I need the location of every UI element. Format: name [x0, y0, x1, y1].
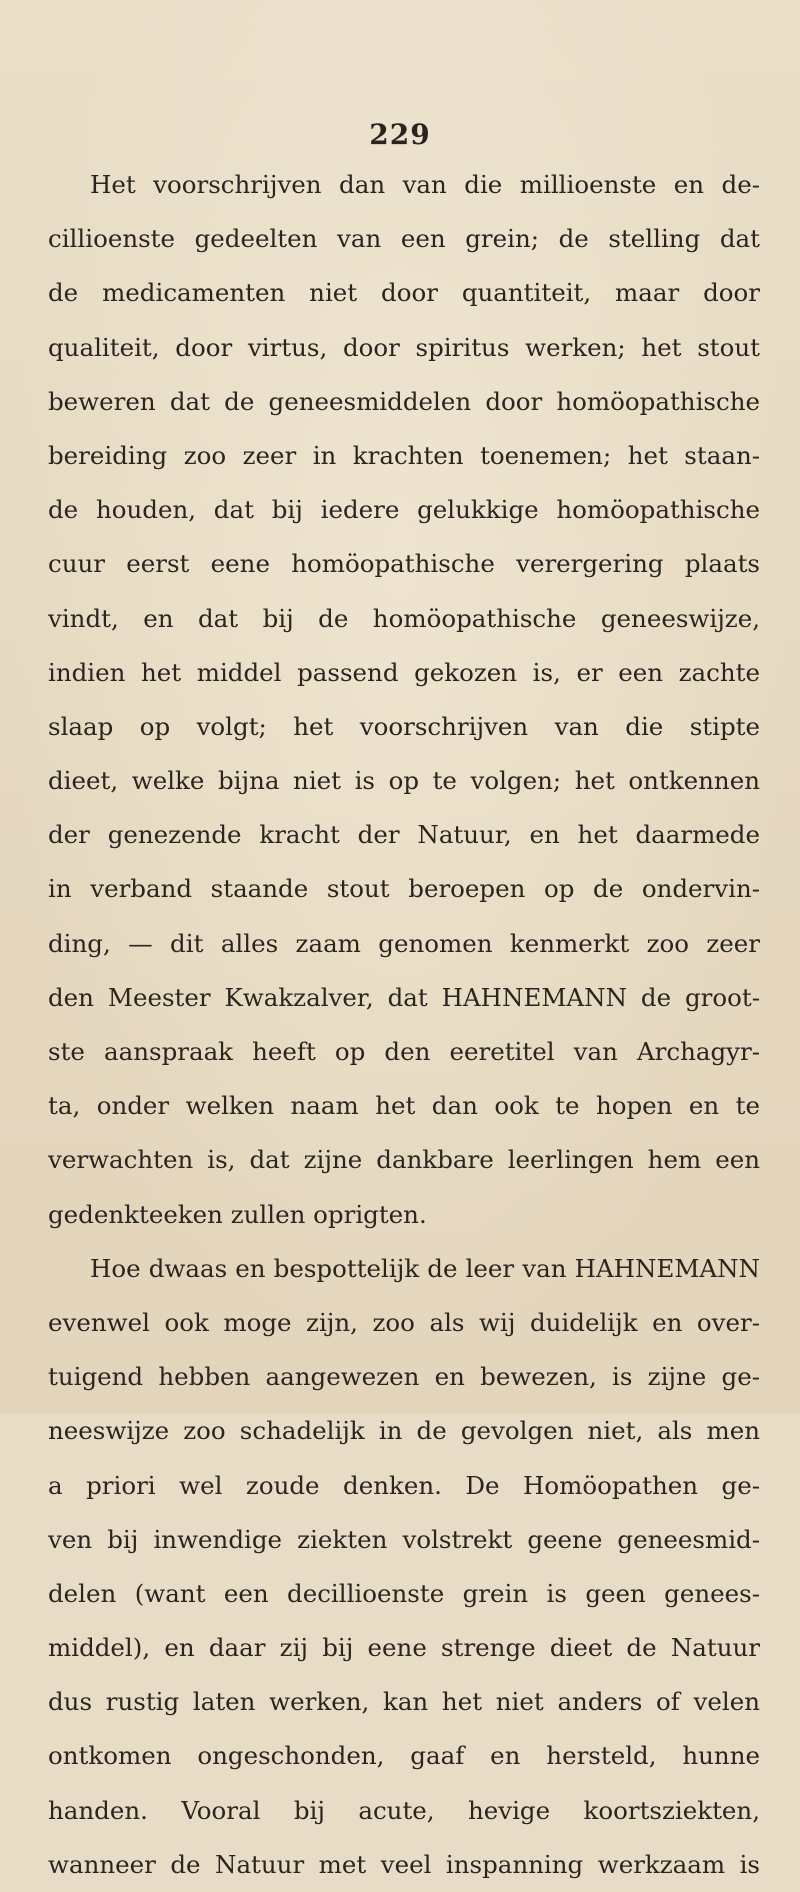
text-line: den Meester Kwakzalver, dat HAHNEMANN de groot- — [48, 982, 760, 1012]
text-line: ding, — dit alles zaam genomen kenmerkt zoo zeer — [48, 928, 760, 958]
text-line: in verband staande stout beroepen op de ondervin- — [48, 874, 760, 904]
text-line: cuur eerst eene homöopathische verergering plaats — [48, 549, 760, 579]
text-line: wanneer de Natuur met veel inspanning werkzaam is — [48, 1849, 760, 1879]
text-line: middel), en daar zij bij eene strenge dieet de Natuur — [48, 1633, 760, 1663]
text-line: ven bij inwendige ziekten volstrekt geene geneesmid- — [48, 1524, 760, 1554]
text-line: dieet, welke bijna niet is op te volgen; het ontkennen — [48, 766, 760, 796]
text-line: verwachten is, dat zijne dankbare leerlingen hem een — [48, 1145, 760, 1175]
text-line: handen. Vooral bij acute, hevige koortsziekten, — [48, 1795, 760, 1825]
body-text — [48, 158, 760, 1892]
text-line: cillioenste gedeelten van een grein; de stelling dat — [48, 224, 760, 254]
text-line: vindt, en dat bij de homöopathische geneeswijze, — [48, 603, 760, 633]
text-line: indien het middel passend gekozen is, er een zachte — [48, 657, 760, 687]
text-line: der genezende kracht der Natuur, en het daarmede — [48, 820, 760, 850]
text-line: ta, onder welken naam het dan ook te hopen en te — [48, 1091, 760, 1121]
text-line: slaap op volgt; het voorschrijven van die stipte — [48, 711, 760, 741]
text-line: a priori wel zoude denken. De Homöopathen ge- — [48, 1470, 760, 1500]
text-line: de medicamenten niet door quantiteit, maar door — [48, 278, 760, 308]
text-line: bereiding zoo zeer in krachten toenemen; het staan- — [48, 440, 760, 470]
text-line: tuigend hebben aangewezen en bewezen, is zijne ge- — [48, 1362, 760, 1392]
text-line: Het voorschrijven dan van die millioenste en de- — [90, 170, 760, 199]
text-line: delen (want een decillioenste grein is geen genees- — [48, 1578, 760, 1608]
text-line: dus rustig laten werken, kan het niet anders of velen — [48, 1687, 760, 1717]
text-line: qualiteit, door virtus, door spiritus werken; het stout — [48, 332, 760, 362]
page-number: 229 — [369, 118, 431, 151]
text-line: ontkomen ongeschonden, gaaf en hersteld, hunne — [48, 1741, 760, 1771]
text-line: ste aanspraak heeft op den eeretitel van Archagyr- — [48, 1037, 760, 1066]
text-line: neeswijze zoo schadelijk in de gevolgen niet, als men — [48, 1416, 760, 1446]
text-line: beweren dat de geneesmiddelen door homöopathische — [48, 386, 760, 416]
text-line: Hoe dwaas en bespottelijk de leer van HAHNEMANN — [90, 1253, 760, 1283]
text-line: evenwel ook moge zijn, zoo als wij duidelijk en over- — [48, 1307, 760, 1337]
text-line: gedenkteeken zullen oprigten. — [48, 1199, 427, 1229]
text-line: de houden, dat bij iedere gelukkige homöopathische — [48, 495, 760, 525]
